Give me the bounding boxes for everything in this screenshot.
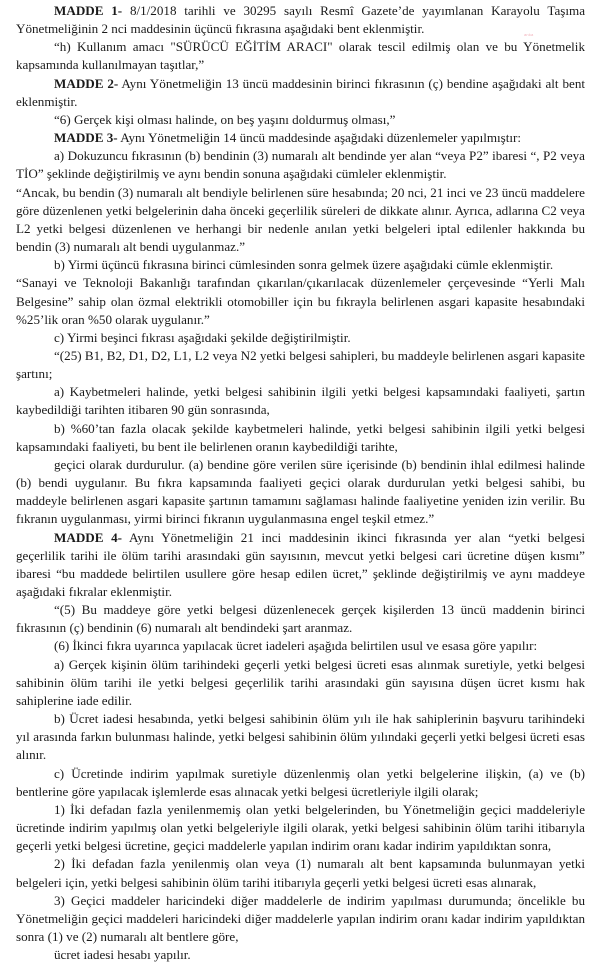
paragraph: “Ancak, bu bendin (3) numaralı alt bendiyle belirlenen süre hesabında; 20 nci, 21 inci ve 23 üncü maddelere göre düzenlenen yetki belgelerinin daha önceki geçerlilik süreleri de dikkate alınır. Ayrıca, adlarına C2 veya L2 yetki belgesi düzenlenen ve herhangi bir nedenle anılan yetki belgeleri iptal edilenler hakkında bu bendin (3) numaralı alt bendi uygulanmaz.”	[16, 184, 585, 255]
paragraph: “(5) Bu maddeye göre yetki belgesi düzenlenecek gerçek kişilerden 13 üncü maddenin birinci fıkrasının (ç) bendinin (6) numaralı alt bendindeki şart aranmaz.	[16, 602, 585, 636]
article-text: Aynı Yönetmeliğin 21 inci maddesinin ikinci fıkrasında yer alan “yetki belgesi geçerlilik tarihi ile ölüm tarihi arasındaki gün sayısının, mevcut yetki belgesi cari ücretine düşen kısmı” ibaresi “bu maddede belirtilen usullere göre hesap edilen ücret,” şeklinde değiştirilmiş ve aynı maddeye aşağıdaki fıkralar eklenmiştir.	[16, 529, 585, 599]
paragraph: a) Kaybetmeleri halinde, yetki belgesi sahibinin ilgili yetki belgesi kapsamındaki faaliyeti, şartın kaybedildiği tarihten itibaren 90 gün sonrasında,	[16, 384, 585, 418]
paragraph: c) Yirmi beşinci fıkrası aşağıdaki şekilde değiştirilmiştir.	[54, 329, 351, 345]
article-text: Aynı Yönetmeliğin 14 üncü maddesinde aşağıdaki düzenlemeler yapılmıştır:	[117, 130, 522, 146]
article-label: MADDE 2-	[54, 75, 119, 91]
paragraph: “Sanayi ve Teknoloji Bakanlığı tarafından çıkarılan/çıkarılacak düzenlemeler çerçevesinde “Yerli Malı Belgesine” sahip olan özmal elektrikli otomobiller için bu fıkrayla belirlenen asgari kapasite hesabındaki %25’lik oran %50 olarak uygulanır.”	[16, 275, 585, 327]
article-text: 8/1/2018 tarihli ve 30295 sayılı Resmî Gazete’de yayımlanan Karayolu Taşıma Yönetmeliğinin 2 nci maddesinin üçüncü fıkrasına aşağıdaki bent eklenmiştir.	[16, 3, 586, 37]
paragraph: b) Yirmi üçüncü fıkrasına birinci cümlesinden sonra gelmek üzere aşağıdaki cümle eklenmiştir.	[54, 257, 554, 273]
article-label: MADDE 4-	[54, 529, 123, 545]
paragraph: “(25) B1, B2, D1, D2, L1, L2 veya N2 yetki belgesi sahipleri, bu maddeyle belirlenen asgari kapasite şartını;	[16, 347, 585, 382]
paragraph: “6) Gerçek kişi olması halinde, on beş yaşını doldurmuş olması,”	[54, 111, 396, 127]
paragraph: geçici olarak durdurulur. (a) bendine göre verilen süre içerisinde (b) bendinin ihlal edilmesi halinde (b) bendi uygulanır. Bu fıkra kapsamında faaliyeti geçici olarak durdurulan yetki belgesi sahibi, bu maddeyle belirlenen asgari kapasite şartının tamamını sağlaması halinde faaliyetine yeniden izin verilir. Bu fıkranın uygulanması, yirmi birinci fıkranın uygulanmasına engel teşkil etmez.”	[16, 456, 585, 527]
article-label: MADDE 1-	[54, 3, 123, 18]
paragraph: a) Dokuzuncu fıkrasının (b) bendinin (3) numaralı alt bendinde yer alan “veya P2” ibaresi “, P2 veya TİO” şeklinde değiştirilmiş ve aynı bendin sonuna aşağıdaki cümleler eklenmiştir.	[16, 148, 585, 182]
article-text: Aynı Yönetmeliğin 13 üncü maddesinin birinci fıkrasının (ç) bendine aşağıdaki alt bent eklenmiştir.	[16, 75, 585, 109]
paragraph: 3) Geçici maddeler haricindeki diğer maddelerle de indirim yapılması durumunda; öncelikle bu Yönetmeliğin geçici maddeleri haricindeki diğer maddelerle yapılan indirim oranı kadar indirim yapıldıktan sonra (1) ve (2) numaralı alt bentlere göre,	[16, 892, 585, 944]
paragraph: a) Gerçek kişinin ölüm tarihindeki geçerli yetki belgesi ücreti esas alınmak suretiyle, yetki belgesi sahibinin ölüm tarihi ile yetki belgesi geçerlilik tarihi arasındaki gün sayısına düşen ücret kısmı hak sahiplerine iade edilir.	[16, 656, 585, 708]
paragraph: 1) İki defadan fazla yenilenmemiş olan yetki belgelerinden, bu Yönetmeliğin geçici maddeleriyle ücretinde indirim yapılmış olan yetki belgeleriyle ilgili olarak, yetki belgesi sahibinin ölüm tarihi itibarıyla geçerli yetki belgesi ücretine, geçici maddelerle yapılan indirim oranı kadar indirim yapıldıktan sonra,	[16, 801, 585, 854]
article-3	[16, 129, 585, 147]
paragraph: ücret iadesi hesabı yapılır.	[54, 947, 191, 963]
paragraph: (6) İkinci fıkra uyarınca yapılacak ücret iadeleri aşağıda belirtilen usul ve esasa göre yapılır:	[54, 638, 538, 654]
article-1	[16, 2, 585, 38]
article-4	[16, 529, 585, 602]
watermark: anka	[524, 32, 534, 37]
document-body	[16, 2, 585, 964]
paragraph: 2) İki defadan fazla yenilenmiş olan veya (1) numaralı alt bent kapsamında bulunmayan yetki belgeleri için, yetki belgesi sahibinin ölüm tarihi itibarıyla geçerli yetki belgesi ücreti esas alınarak,	[16, 856, 585, 890]
article-label: MADDE 3-	[54, 130, 118, 146]
paragraph: b) Ücret iadesi hesabında, yetki belgesi sahibinin ölüm yılı ile hak sahiplerinin başvuru tarihindeki yıl arasında farkın bulunması halinde, yetki belgesi sahibinin ölüm yılındaki geçerli yetki belgesi ücreti esas alınır.	[16, 711, 585, 763]
article-2	[16, 75, 585, 111]
paragraph: “h) Kullanım amacı "SÜRÜCÜ EĞİTİM ARACI" olarak tescil edilmiş olan ve bu Yönetmelik kapsamında kullanılmayan taşıtlar,”	[16, 39, 585, 73]
paragraph: b) %60’tan fazla olacak şekilde kaybetmeleri halinde, yetki belgesi sahibinin ilgili yetki belgesi kapsamındaki faaliyeti, bu bent ile belirlenen oranın kaybedildiği tarihte,	[16, 420, 585, 454]
paragraph: c) Ücretinde indirim yapılmak suretiyle düzenlenmiş olan yetki belgelerine ilişkin, (a) ve (b) bentlerine göre yapılacak işlemlerde esas alınacak yetki belgesi ücretleriyle ilgili olarak;	[16, 765, 585, 799]
